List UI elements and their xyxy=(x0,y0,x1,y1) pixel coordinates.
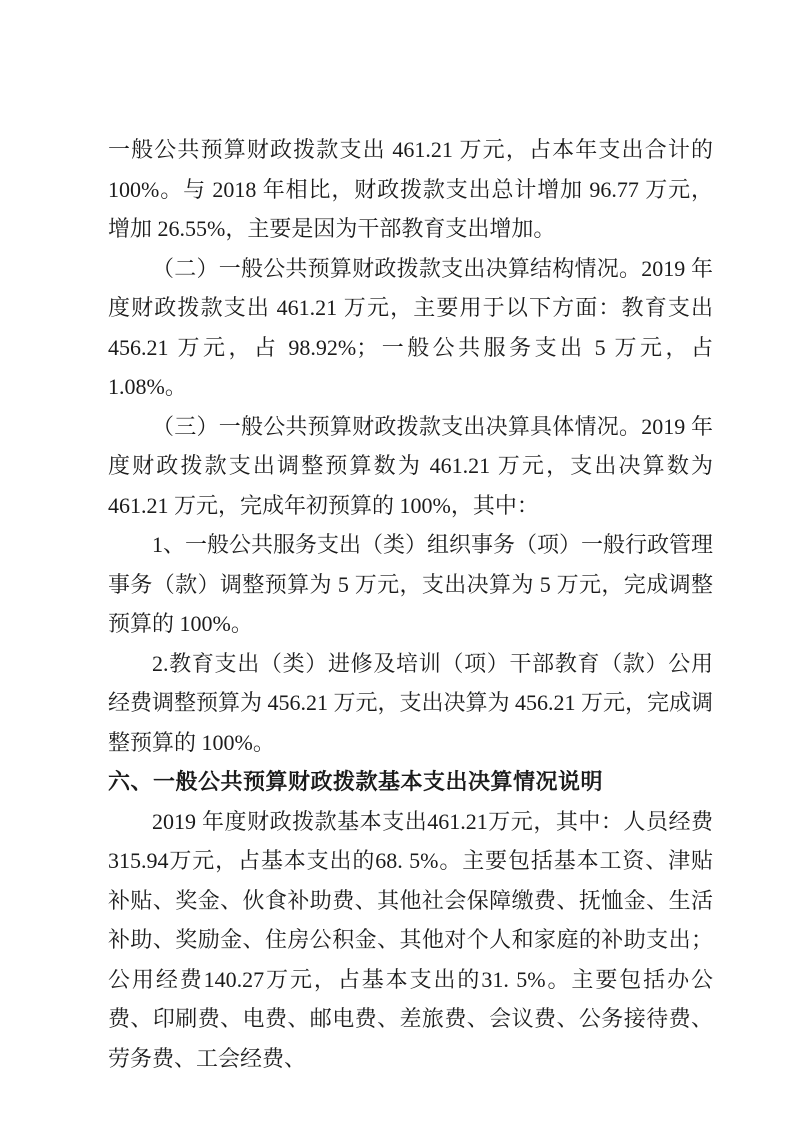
paragraph: 2019 年度财政拨款基本支出461.21万元，其中：人员经费315.94万元，占基本支出的68. 5%。主要包括基本工资、津贴补贴、奖金、伙食补助费、其他社会保障缴费、抚恤金、生活补助、奖励金、住房公积金、其他对个人和家庭的补助支出；公用经费140.27万元，占基本支出的31. 5%。主要包括办公费、印刷费、电费、邮电费、差旅费、会议费、公务接待费、劳务费、工会经费、 xyxy=(108,808,713,1071)
section-heading: 六、一般公共预算财政拨款基本支出决算情况说明 xyxy=(108,769,604,794)
paragraph: （二）一般公共预算财政拨款支出决算结构情况。2019 年度财政拨款支出 461.21 万元，主要用于以下方面：教育支出 456.21 万元，占 98.92%；一般公共服务支出 5 万元，占 1.08%。 xyxy=(108,255,713,399)
document-body xyxy=(108,130,713,1078)
paragraph: 一般公共预算财政拨款支出 461.21 万元，占本年支出合计的 100%。与 2018 年相比，财政拨款支出总计增加 96.77 万元，增加 26.55%，主要是因为干部教育支出增加。 xyxy=(108,137,713,241)
paragraph: 1、一般公共服务支出（类）组织事务（项）一般行政管理事务（款）调整预算为 5 万元，支出决算为 5 万元，完成调整预算的 100%。 xyxy=(108,532,714,636)
paragraph: （三）一般公共预算财政拨款支出决算具体情况。2019 年度财政拨款支出调整预算数为 461.21 万元，支出决算数为 461.21 万元，完成年初预算的 100%，其中： xyxy=(108,413,713,518)
paragraph: 2.教育支出（类）进修及培训（项）干部教育（款）公用经费调整预算为 456.21 万元，支出决算为 456.21 万元，完成调整预算的 100%。 xyxy=(108,650,714,755)
